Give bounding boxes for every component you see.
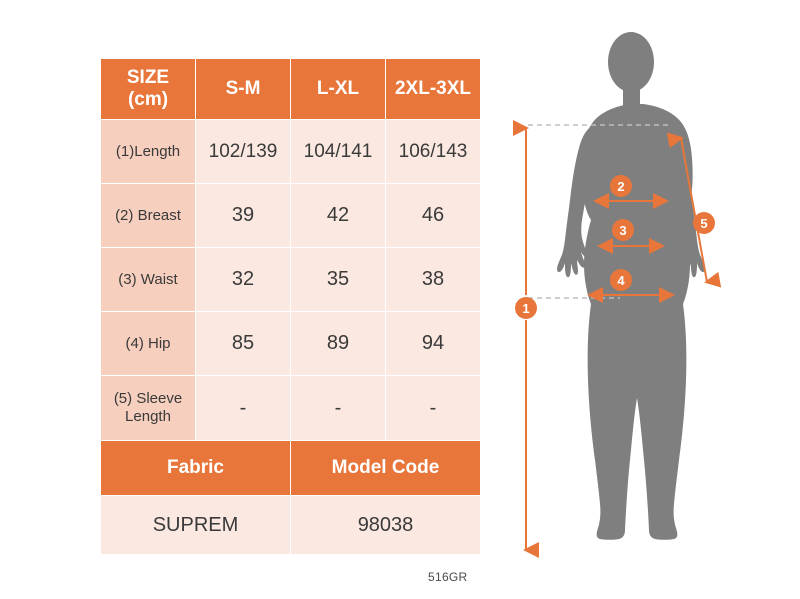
footer-model-code-value: 98038 (291, 496, 481, 555)
footer-fabric-label: Fabric (101, 441, 291, 496)
header-col-1: S-M (196, 59, 291, 120)
table-header-row (101, 59, 481, 120)
measure-badge-2: 2 (610, 175, 632, 197)
table-row (101, 120, 481, 184)
header-size-line2: (cm) (127, 89, 169, 110)
row-label-breast: (2) Breast (101, 184, 196, 248)
cell-sleeve-2xl3xl: - (386, 376, 481, 441)
cell-hip-2xl3xl: 94 (386, 312, 481, 376)
row-label-sleeve-length (101, 376, 196, 441)
female-silhouette-diagram (500, 20, 800, 580)
cell-length-sm: 102/139 (196, 120, 291, 184)
measure-badge-4: 4 (610, 269, 632, 291)
size-table (100, 58, 481, 555)
header-size-line1: SIZE (126, 67, 170, 89)
cell-hip-lxl: 89 (291, 312, 386, 376)
cell-breast-2xl3xl: 46 (386, 184, 481, 248)
cell-sleeve-lxl: - (291, 376, 386, 441)
row-label-length: (1)Length (101, 120, 196, 184)
figure-area (500, 20, 800, 580)
row-label-hip: (4) Hip (101, 312, 196, 376)
table-footer-value-row (101, 496, 481, 555)
header-col-2: L-XL (291, 59, 386, 120)
row-label-sleeve-line2: Length (125, 408, 171, 425)
row-label-sleeve-line1: (5) Sleeve (113, 390, 183, 407)
cell-length-2xl3xl: 106/143 (386, 120, 481, 184)
header-size-label (101, 59, 196, 120)
cell-waist-sm: 32 (196, 248, 291, 312)
note-code: 516GR (428, 570, 468, 584)
table-footer-header-row (101, 441, 481, 496)
table-row (101, 376, 481, 441)
row-label-waist: (3) Waist (101, 248, 196, 312)
cell-length-lxl: 104/141 (291, 120, 386, 184)
measure-badge-3: 3 (612, 219, 634, 241)
female-body-silhouette (557, 32, 705, 540)
cell-breast-lxl: 42 (291, 184, 386, 248)
cell-sleeve-sm: - (196, 376, 291, 441)
cell-waist-2xl3xl: 38 (386, 248, 481, 312)
cell-hip-sm: 85 (196, 312, 291, 376)
cell-breast-sm: 39 (196, 184, 291, 248)
measure-badge-1: 1 (515, 297, 537, 319)
table-row (101, 184, 481, 248)
footer-fabric-value: SUPREM (101, 496, 291, 555)
table-row (101, 312, 481, 376)
table-row (101, 248, 481, 312)
measure-badge-5: 5 (693, 212, 715, 234)
footer-model-code-label: Model Code (291, 441, 481, 496)
cell-waist-lxl: 35 (291, 248, 386, 312)
header-col-3: 2XL-3XL (386, 59, 481, 120)
